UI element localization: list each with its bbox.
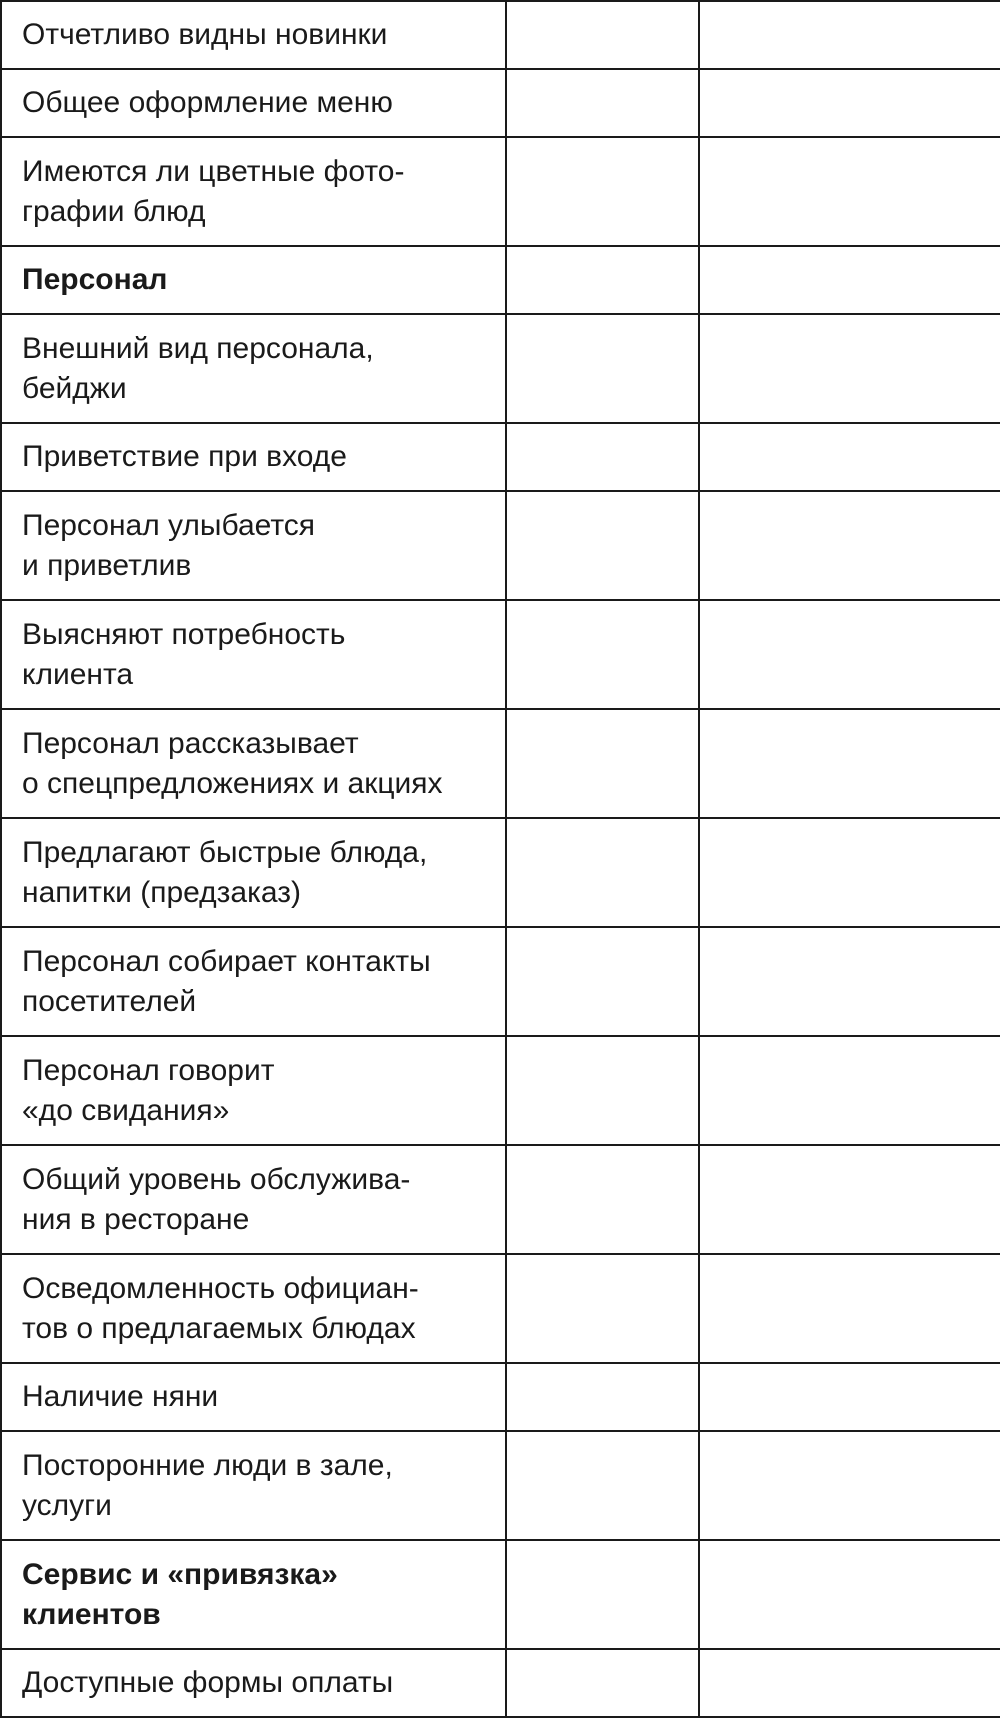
comment-cell[interactable]	[699, 1145, 1000, 1254]
rating-cell[interactable]	[506, 491, 699, 600]
rating-cell[interactable]	[506, 600, 699, 709]
criterion-cell: Осведомленность официан- тов о предлагаемых блюдах	[1, 1254, 506, 1363]
section-title: Сервис и «привязка» клиентов	[1, 1540, 506, 1649]
criterion-cell: Предлагают быстрые блюда, напитки (предзаказ)	[1, 818, 506, 927]
rating-cell[interactable]	[506, 927, 699, 1036]
comment-cell[interactable]	[699, 423, 1000, 491]
rating-cell[interactable]	[506, 1431, 699, 1540]
comment-cell[interactable]	[699, 600, 1000, 709]
comment-cell	[699, 1540, 1000, 1649]
section-header-row	[1, 246, 1000, 314]
criterion-cell: Персонал собирает контакты посетителей	[1, 927, 506, 1036]
rating-cell[interactable]	[506, 314, 699, 423]
table-row	[1, 1036, 1000, 1145]
rating-cell[interactable]	[506, 1145, 699, 1254]
comment-cell[interactable]	[699, 1431, 1000, 1540]
table-row	[1, 709, 1000, 818]
table-row	[1, 818, 1000, 927]
table-row	[1, 137, 1000, 246]
criterion-cell: Приветствие при входе	[1, 423, 506, 491]
comment-cell[interactable]	[699, 137, 1000, 246]
comment-cell[interactable]	[699, 491, 1000, 600]
table-row	[1, 423, 1000, 491]
table-row	[1, 314, 1000, 423]
rating-cell[interactable]	[506, 423, 699, 491]
table-row	[1, 1649, 1000, 1717]
criterion-cell: Общее оформление меню	[1, 69, 506, 137]
rating-cell[interactable]	[506, 1036, 699, 1145]
comment-cell[interactable]	[699, 1363, 1000, 1431]
table-row	[1, 1431, 1000, 1540]
criterion-cell: Отчетливо видны новинки	[1, 1, 506, 69]
table-row	[1, 1254, 1000, 1363]
table-row	[1, 1145, 1000, 1254]
comment-cell[interactable]	[699, 927, 1000, 1036]
comment-cell[interactable]	[699, 1254, 1000, 1363]
section-title: Персонал	[1, 246, 506, 314]
comment-cell[interactable]	[699, 818, 1000, 927]
criterion-cell: Выясняют потребность клиента	[1, 600, 506, 709]
rating-cell[interactable]	[506, 137, 699, 246]
section-header-row	[1, 1540, 1000, 1649]
rating-cell[interactable]	[506, 1363, 699, 1431]
criterion-cell: Персонал улыбается и приветлив	[1, 491, 506, 600]
comment-cell[interactable]	[699, 314, 1000, 423]
criterion-cell: Персонал рассказывает о спецпредложениях и акциях	[1, 709, 506, 818]
rating-cell[interactable]	[506, 1649, 699, 1717]
comment-cell[interactable]	[699, 1036, 1000, 1145]
table-row	[1, 1, 1000, 69]
criterion-cell: Имеются ли цветные фото- графии блюд	[1, 137, 506, 246]
rating-cell	[506, 1540, 699, 1649]
rating-cell[interactable]	[506, 1254, 699, 1363]
rating-cell[interactable]	[506, 818, 699, 927]
criterion-cell: Посторонние люди в зале, услуги	[1, 1431, 506, 1540]
table-row	[1, 1363, 1000, 1431]
comment-cell[interactable]	[699, 709, 1000, 818]
criterion-cell: Общий уровень обслужива- ния в ресторане	[1, 1145, 506, 1254]
table-row	[1, 600, 1000, 709]
comment-cell[interactable]	[699, 1649, 1000, 1717]
criterion-cell: Внешний вид персонала, бейджи	[1, 314, 506, 423]
table-row	[1, 927, 1000, 1036]
criterion-cell: Персонал говорит «до свидания»	[1, 1036, 506, 1145]
table-row	[1, 69, 1000, 137]
comment-cell[interactable]	[699, 1, 1000, 69]
rating-cell[interactable]	[506, 1, 699, 69]
comment-cell	[699, 246, 1000, 314]
comment-cell[interactable]	[699, 69, 1000, 137]
rating-cell	[506, 246, 699, 314]
rating-cell[interactable]	[506, 69, 699, 137]
table-row	[1, 491, 1000, 600]
criterion-cell: Наличие няни	[1, 1363, 506, 1431]
criterion-cell: Доступные формы оплаты	[1, 1649, 506, 1717]
rating-cell[interactable]	[506, 709, 699, 818]
